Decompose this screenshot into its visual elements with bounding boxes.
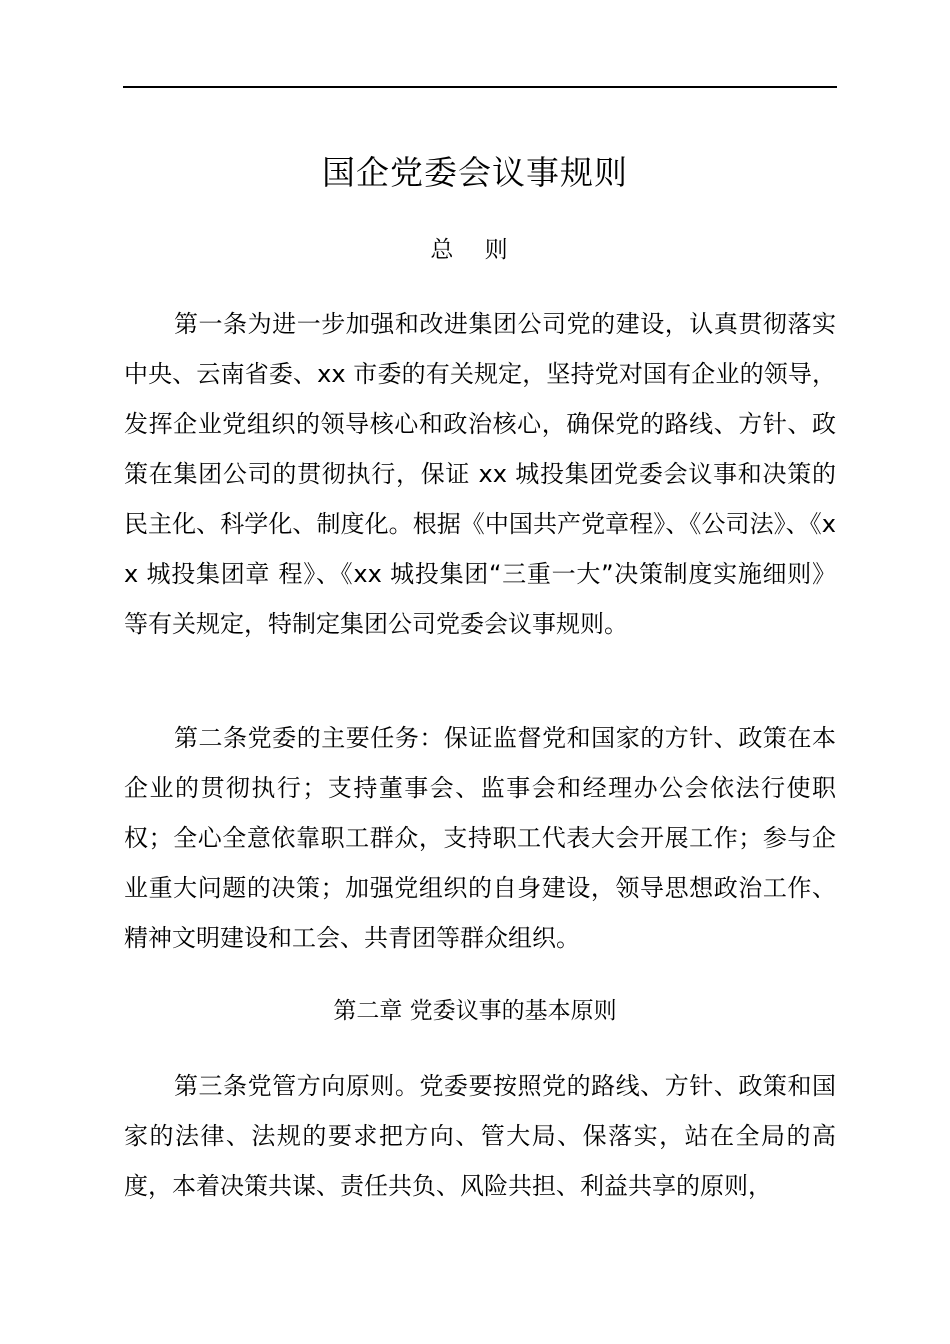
- article-1-paragraph: 第一条为进一步加强和改进集团公司党的建设，认真贯彻落实中央、云南省委、xx 市委的有关规定，坚持党对国有企业的领导，发挥企业党组织的领导核心和政治核心，确保党的路线、方针、政策在集团公司的贯彻执行，保证 xx 城投集团党委会议事和决策的民主化、科学化、制度化。根据《中国共产党章程》、《公司法》、《xx 城投集团章 程》、《xx 城投集团“三重一大”决策制度实施细则》等有关规定，特制定集团公司党委会议事规则。: [124, 310, 836, 638]
- chapter-2-heading: 第二章 党委议事的基本原则: [333, 998, 617, 1024]
- document-title: 国企党委会议事规则: [322, 153, 628, 192]
- article-3-paragraph: 第三条党管方向原则。党委要按照党的路线、方针、政策和国家的法律、法规的要求把方向、管大局、保落实，站在全局的高度，本着决策共谋、责任共负、风险共担、利益共享的原则，: [124, 1072, 836, 1200]
- article-2-paragraph: 第二条党委的主要任务：保证监督党和国家的方针、政策在本企业的贯彻执行；支持董事会、监事会和经理办公会依法行使职权；全心全意依靠职工群众，支持职工代表大会开展工作；参与企业重大问题的决策；加强党组织的自身建设，领导思想政治工作、精神文明建设和工会、共青团等群众组织。: [124, 724, 836, 952]
- header-rule: [123, 86, 837, 88]
- section-heading-general: 总 则: [430, 237, 520, 263]
